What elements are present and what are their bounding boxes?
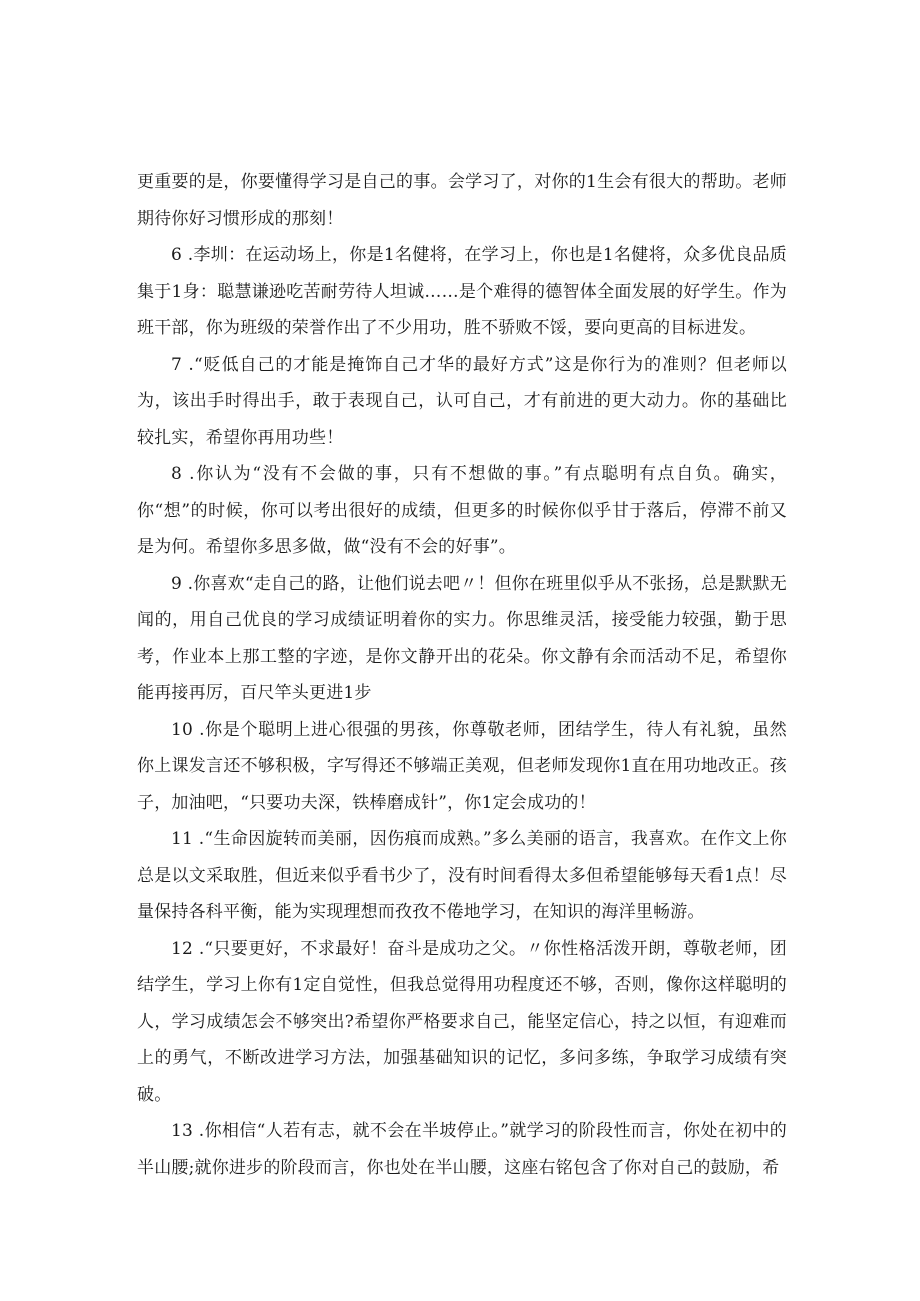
paragraph-comment-13: 13 .你相信“人若有志，就不会在半坡停止。”就学习的阶段性而言，你处在初中的半山腰;就你进步的阶段而言，你也处在半山腰，这座右铭包含了你对自己的鼓励，希: [137, 1121, 787, 1178]
paragraph-comment-6: 6 .李圳：在运动场上，你是1名健将，在学习上，你也是1名健将，众多优良品质集于1身：聪慧谦逊吃苦耐劳待人坦诚……是个难得的德智体全面发展的好学生。作为班干部，你为班级的荣誉作出了不少用功，胜不骄败不馁，要向更高的目标进发。: [137, 245, 787, 338]
paragraph-comment-8: 8 .你认为“没有不会做的事，只有不想做的事。”有点聪明有点自负。确实，你“想”的时候，你可以考出很好的成绩，但更多的时候你似乎甘于落后，停滞不前又是为何。希望你多思多做，做“没有不会的好事”。: [137, 464, 787, 557]
paragraph-comment-10: 10 .你是个聪明上进心很强的男孩，你尊敬老师，团结学生，待人有礼貌，虽然你上课发言还不够积极，字写得还不够端正美观，但老师发现你1直在用功地改正。孩子，加油吧，“只要功夫深，铁棒磨成针”，你1定会成功的！: [137, 719, 787, 813]
document-body: [137, 164, 787, 1186]
paragraph-comment-7: 7 .“贬低自己的才能是掩饰自己才华的最好方式”这是你行为的准则？但老师以为，该出手时得出手，敢于表现自己，认可自己，才有前进的更大动力。你的基础比较扎实，希望你再用功些！: [137, 354, 787, 448]
paragraph-comment-12: 12 .“只要更好，不求最好！奋斗是成功之父。〃你性格活泼开朗，尊敬老师，团结学生，学习上你有1定自觉性，但我总觉得用功程度还不够，否则，像你这样聪明的人，学习成绩怎会不够突出?希望你严格要求自己，能坚定信心，持之以恒，有迎难而上的勇气，不断改进学习方法，加强基础知识的记忆，多问多练，争取学习成绩有突破。: [137, 938, 787, 1105]
paragraph-comment-11: 11 .“生命因旋转而美丽，因伤痕而成熟。”多么美丽的语言，我喜欢。在作文上你总是以文采取胜，但近来似乎看书少了，没有时间看得太多但希望能够每天看1点！尽量保持各科平衡，能为实现理想而孜孜不倦地学习，在知识的海洋里畅游。: [137, 829, 787, 922]
paragraph-comment-9: 9 .你喜欢“走自己的路，让他们说去吧〃！但你在班里似乎从不张扬，总是默默无闻的，用自己优良的学习成绩证明着你的实力。你思维灵活，接受能力较强，勤于思考，作业本上那工整的字迹，是你文静开出的花朵。你文静有余而活动不足，希望你能再接再厉，百尺竿头更进1步: [137, 573, 787, 703]
paragraph-continuation: 更重要的是，你要懂得学习是自己的事。会学习了，对你的1生会有很大的帮助。老师期待你好习惯形成的那刻！: [137, 172, 787, 229]
